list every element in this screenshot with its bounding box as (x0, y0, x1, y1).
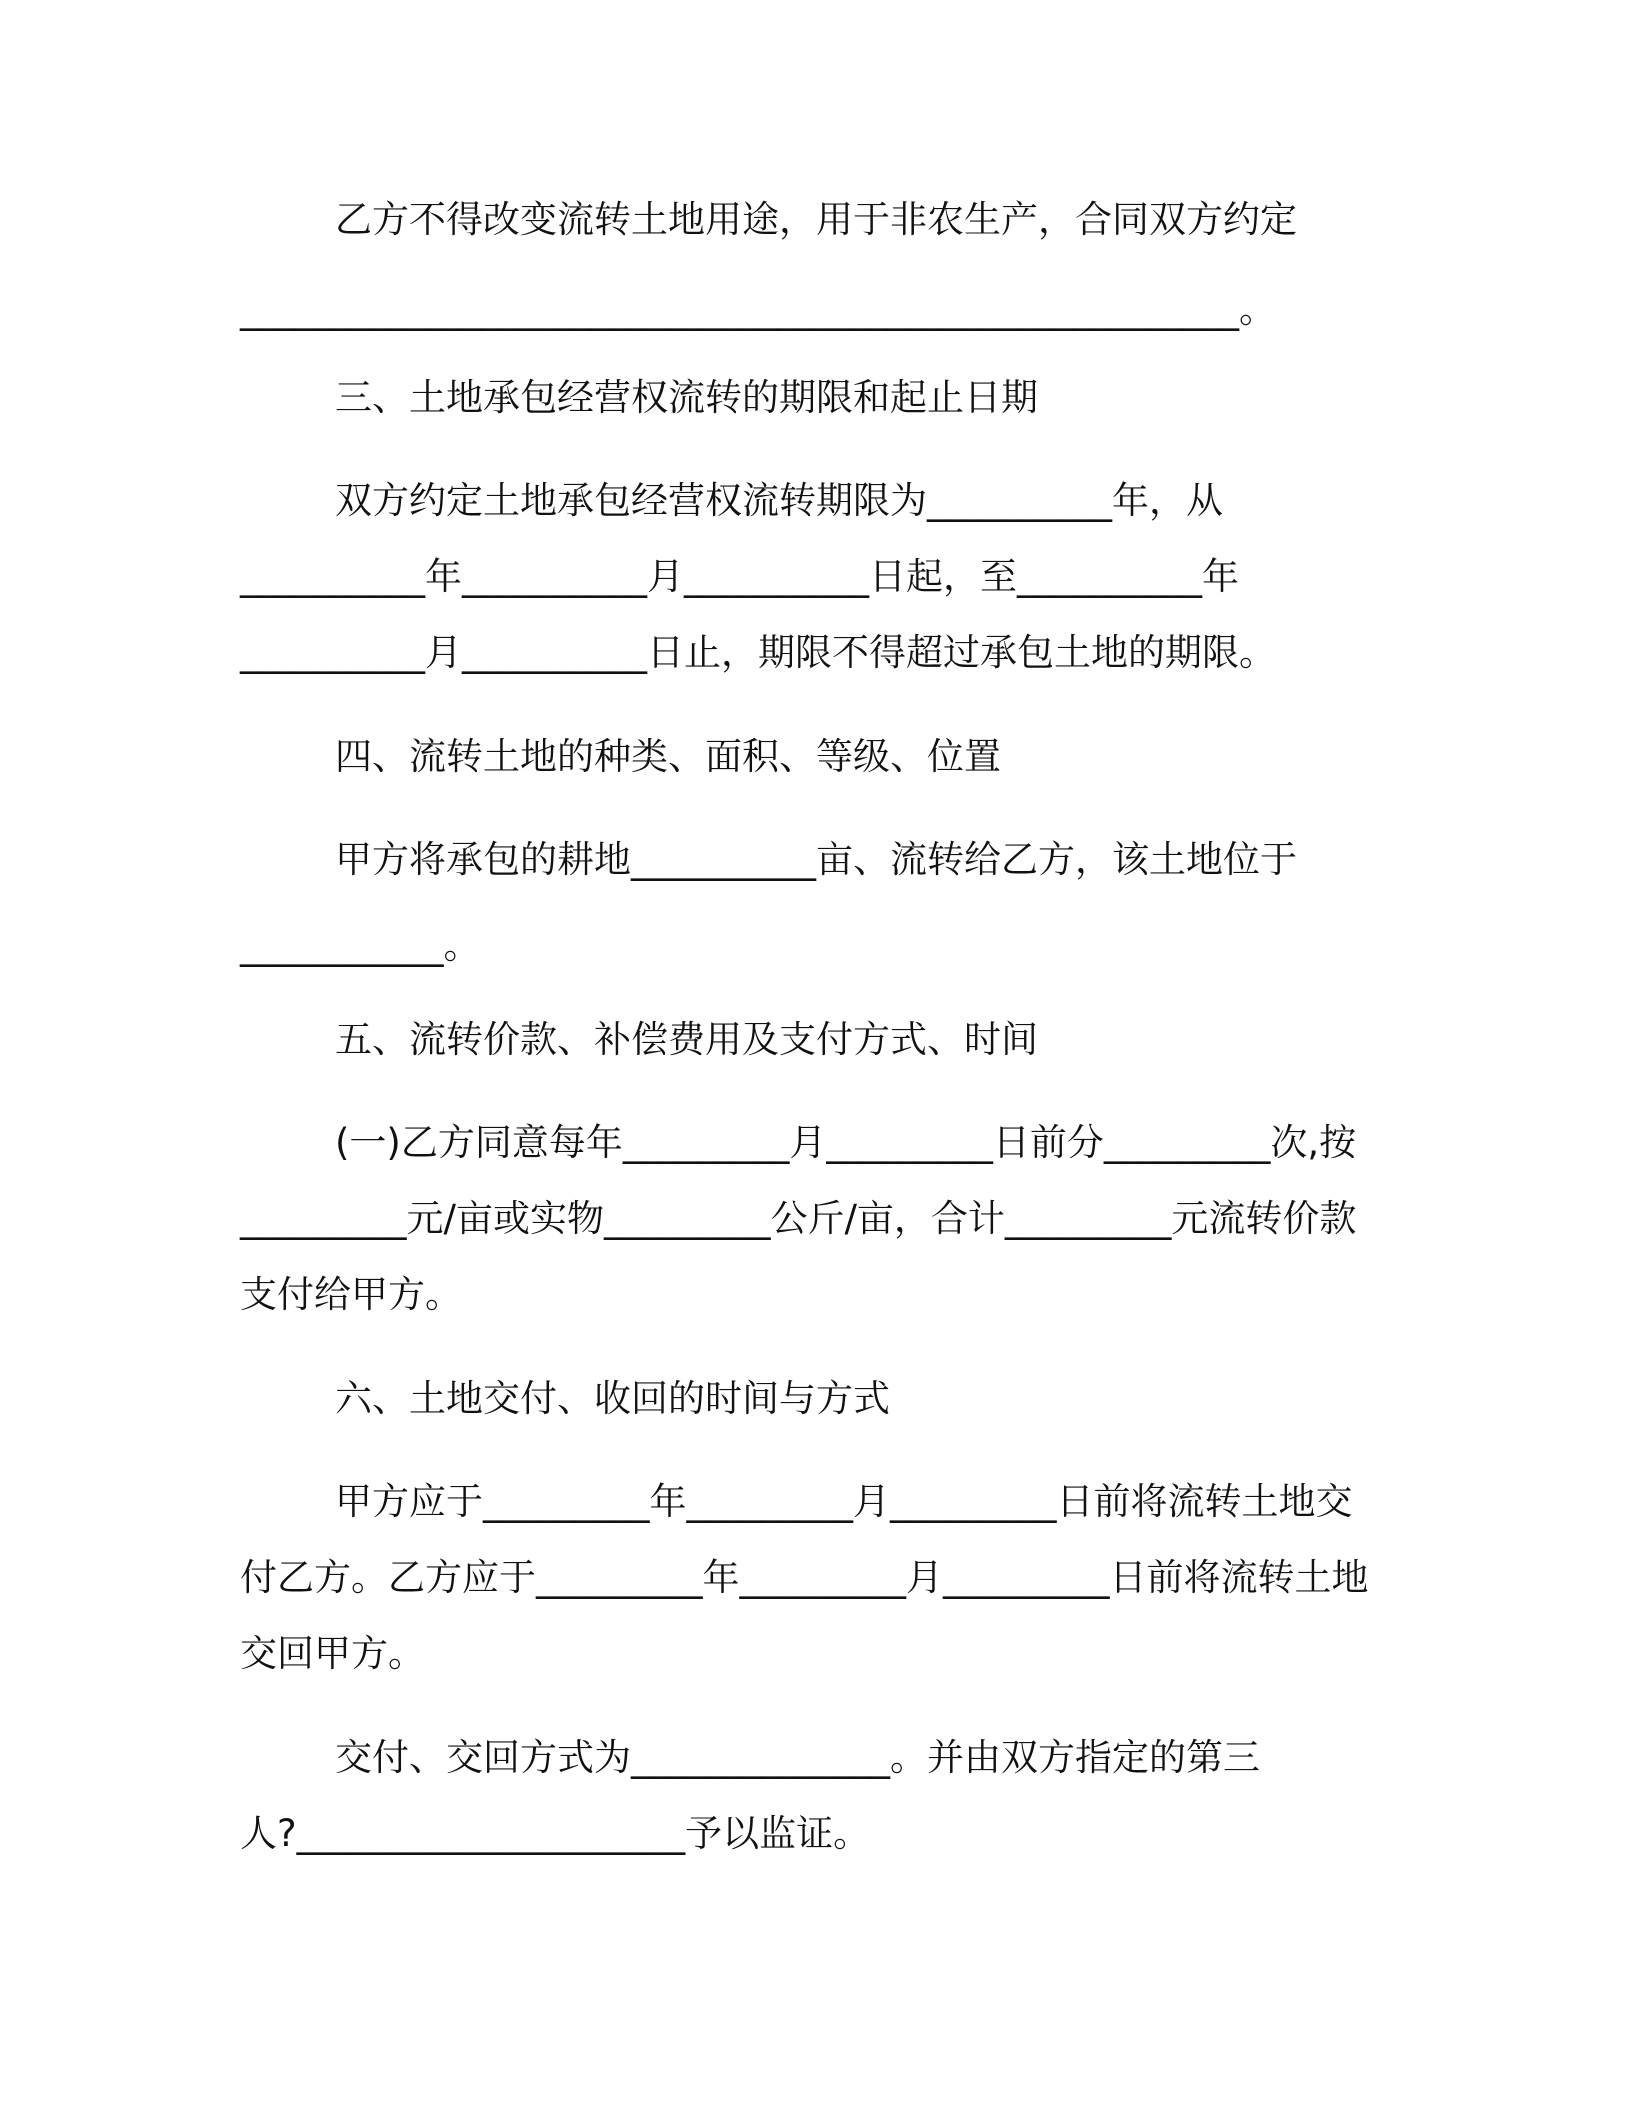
clause-2-blank-line: ______________________________________________________。 (240, 288, 1276, 331)
section-3-start-date-text: __________年__________月__________日起，至__________年 (240, 555, 1239, 598)
section-6-delivery-text-1: 甲方应于_________年_________月_________日前将流转土地交 (335, 1480, 1353, 1523)
section-4-area-text: 甲方将承包的耕地__________亩、流转给乙方，该土地位于 (335, 838, 1297, 881)
section-5-payment-text-2: _________元/亩或实物_________公斤/亩，合计_________元流转价款 (240, 1197, 1357, 1240)
section-6-heading: 六、土地交付、收回的时间与方式 (335, 1377, 890, 1420)
section-5-heading: 五、流转价款、补偿费用及支付方式、时间 (335, 1018, 1038, 1061)
section-4-location-text: ___________。 (240, 924, 481, 967)
section-6-delivery-text-3: 交回甲方。 (240, 1632, 425, 1675)
section-3-heading: 三、土地承包经营权流转的期限和起止日期 (335, 376, 1038, 419)
section-3-end-date-text: __________月__________日止，期限不得超过承包土地的期限。 (240, 631, 1276, 674)
section-3-term-text: 双方约定土地承包经营权流转期限为__________年，从 (335, 479, 1223, 522)
section-4-heading: 四、流转土地的种类、面积、等级、位置 (335, 735, 1001, 778)
section-6-method-text-2: 人?_____________________予以监证。 (240, 1812, 871, 1855)
section-6-method-text-1: 交付、交回方式为______________。并由双方指定的第三 (335, 1736, 1260, 1779)
section-6-delivery-text-2: 付乙方。乙方应于_________年_________月_________日前将流转土地 (240, 1556, 1369, 1599)
section-5-payment-text-1: (一)乙方同意每年_________月_________日前分_________次,按 (335, 1121, 1357, 1164)
section-5-payment-text-3: 支付给甲方。 (240, 1273, 462, 1316)
clause-2-land-use-text: 乙方不得改变流转土地用途，用于非农生产，合同双方约定 (335, 198, 1297, 241)
